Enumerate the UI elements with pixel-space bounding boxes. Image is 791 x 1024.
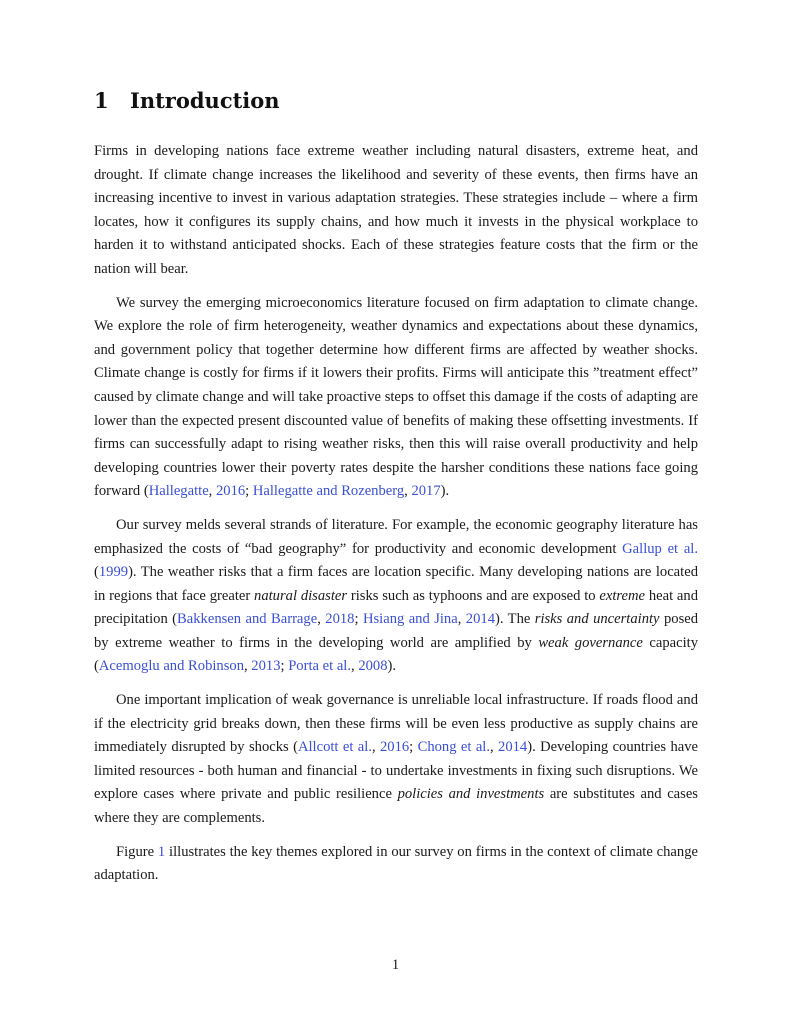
section-heading: [94, 86, 280, 116]
text-run: (: [94, 564, 99, 581]
text-run: ,: [404, 483, 412, 500]
text-run: ). Developing countries have limited resources - both human and financial - to undertake investments in fixing such disruptions. We explore cases where private and public resilience: [94, 739, 698, 803]
text-run: We survey the emerging microeconomics literature focused on firm adaptation to climate change. We explore the role of firm heterogeneity, weather dynamics and expectations about these dynamics, and government policy that together determine how different firms are affected by weather shocks. Climate change is costly for firms if it lowers their profits. Firms will anticipate this ”treatment effect” caused by climate change and will take proactive steps to offset this damage if the costs of adapting are lower than the expected present discounted value of benefits of making these offsetting investments. If firms can successfully adapt to rising weather risks, then this will raise overall productivity and help developing countries lower their poverty rates despite the harsher conditions these nations face going forward (: [94, 294, 698, 500]
text-run: ,: [371, 739, 380, 756]
text-run: ). The: [494, 611, 535, 628]
emphasis-text: extreme: [599, 587, 646, 604]
text-run: are substitutes and cases where they are complements.: [94, 786, 698, 827]
text-run: ,: [317, 611, 326, 628]
emphasis-text: policies and investments: [397, 786, 545, 803]
text-run: risks such as typhoons and are exposed to: [347, 587, 600, 604]
citation-link[interactable]: Allcott et al.: [297, 739, 372, 756]
section-number: 1: [94, 88, 109, 113]
citation-link[interactable]: 2018: [325, 611, 355, 628]
citation-link[interactable]: 2017: [411, 483, 441, 500]
citation-link[interactable]: Acemoglu and Robinson: [98, 658, 244, 675]
text-run: illustrates the key themes explored in our survey on firms in the context of climate change adaptation.: [94, 843, 698, 884]
emphasis-text: natural disaster: [254, 587, 348, 604]
text-run: ,: [490, 739, 499, 756]
emphasis-text: weak governance: [538, 634, 643, 651]
citation-link[interactable]: Hallegatte: [148, 483, 209, 500]
text-run: ,: [208, 483, 216, 500]
text-run: ).: [440, 483, 450, 500]
section-title: Introduction: [130, 88, 280, 113]
paragraph-2: [94, 292, 698, 504]
citation-link[interactable]: 2016: [379, 739, 410, 756]
text-run: ,: [351, 658, 359, 675]
text-run: ,: [457, 611, 466, 628]
text-run: ;: [245, 483, 253, 500]
text-run: ;: [409, 739, 418, 756]
text-run: heat and precipitation (: [94, 587, 699, 628]
text-run: posed by extreme weather to firms in the developing world are amplified by: [94, 611, 699, 651]
text-run: ,: [244, 658, 252, 675]
body-text: [94, 140, 698, 898]
citation-link[interactable]: 2016: [215, 483, 246, 500]
text-run: Our survey melds several strands of literature. For example, the economic geography literature has emphasized the costs of “bad geography” for productivity and economic development: [94, 516, 698, 557]
citation-link[interactable]: Hsiang and Jina: [362, 611, 458, 628]
emphasis-text: risks and uncertainty: [534, 611, 660, 628]
citation-link[interactable]: Porta et al.: [288, 658, 352, 675]
citation-link[interactable]: Bakkensen and Barrage: [177, 611, 318, 628]
paragraph-1: [94, 140, 698, 282]
citation-link[interactable]: Chong et al.: [417, 739, 490, 756]
citation-link[interactable]: 2014: [498, 739, 528, 756]
text-run: ). The weather risks that a firm faces are location specific. Many developing nations are located in regions that face greater: [94, 564, 698, 604]
text-run: capacity (: [94, 634, 698, 675]
citation-link[interactable]: 2014: [465, 611, 495, 628]
citation-link[interactable]: Gallup et al.: [622, 540, 698, 557]
text-run: ).: [387, 658, 397, 675]
citation-link[interactable]: 2008: [358, 658, 388, 675]
citation-link[interactable]: 1999: [98, 564, 129, 581]
text-run: Firms in developing nations face extreme weather including natural disasters, extreme heat, and drought. If climate change increases the likelihood and severity of these events, then firms have an increasing incentive to invest in various adaptation strategies. These strategies include – where a firm locates, how it configures its supply chains, and how much it invests in the physical workplace to harden it to withstand anticipated shocks. Each of these strategies feature costs that the firm or the nation will bear.: [94, 143, 698, 277]
text-run: Figure: [116, 843, 158, 860]
page-number: 1: [391, 957, 400, 973]
citation-link[interactable]: Hallegatte and Rozenberg: [252, 483, 405, 500]
paragraph-4: [94, 689, 698, 831]
paragraph-3: [94, 514, 698, 679]
citation-link[interactable]: 2013: [251, 658, 281, 675]
text-run: One important implication of weak governance is unreliable local infrastructure. If roads flood and if the electricity grid breaks down, then these firms will be even less productive as supply chains are immediately disrupted by shocks (: [94, 692, 698, 756]
text-run: ;: [354, 611, 363, 628]
paragraph-5: [94, 841, 698, 888]
citation-link[interactable]: 1: [157, 843, 166, 860]
text-run: ;: [280, 658, 289, 675]
